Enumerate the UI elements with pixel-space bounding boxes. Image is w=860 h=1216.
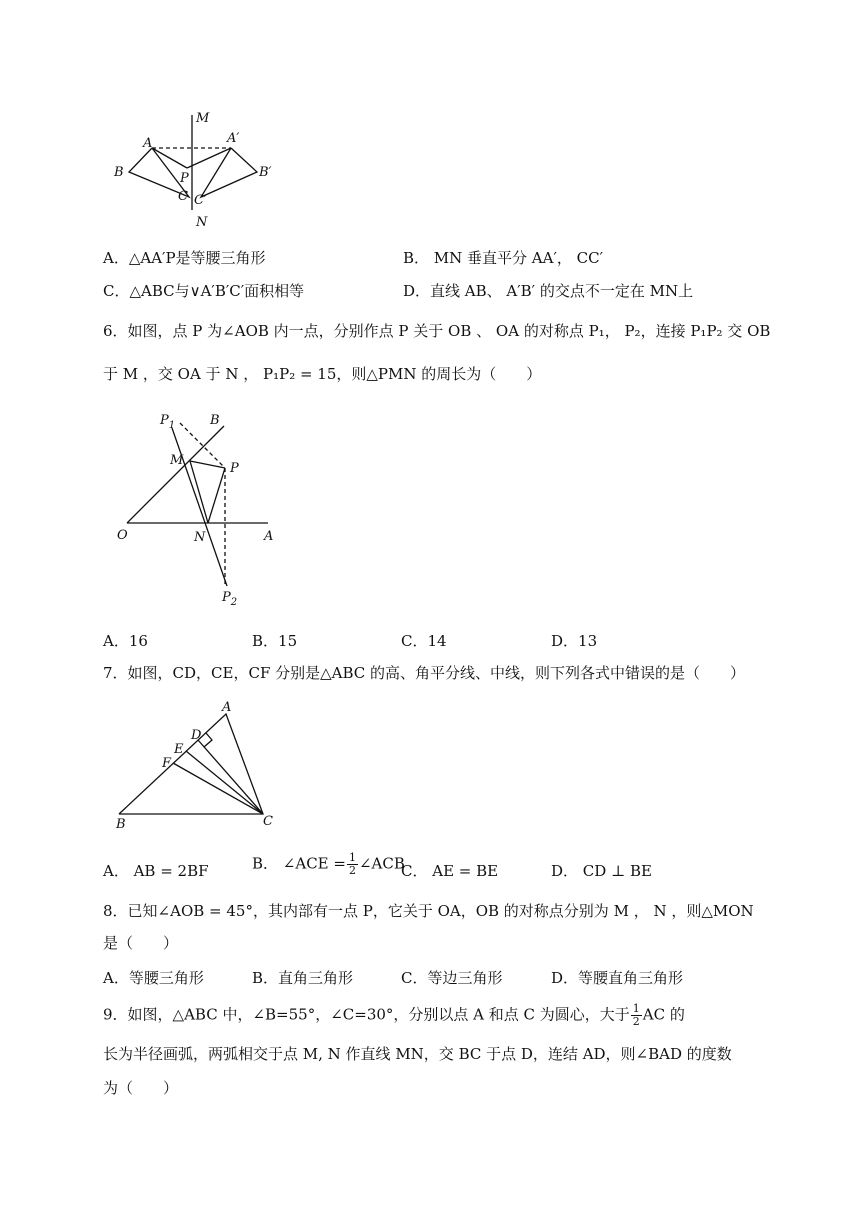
label-d: D (191, 728, 202, 743)
q9-stem-line1: 9．如图，△ABC 中，∠B=55°，∠C=30°，分别以点 A 和点 C 为圆心，大于 $\frac{1}{2}$ AC 的 (103, 1002, 685, 1028)
q8-option-d: D．等腰直角三角形 (551, 969, 684, 987)
label-n: N (194, 530, 206, 545)
label-a: A (264, 529, 274, 544)
q7-option-b: B． ∠ACE = $\frac{1}{2}$ ∠ACB (252, 851, 405, 877)
label-p: P (180, 171, 189, 186)
label-b: B (114, 165, 124, 180)
q8-option-b: B．直角三角形 (252, 969, 354, 987)
label-a-prime: A′ (227, 131, 240, 146)
q8-stem-line1: 8．已知∠AOB = 45°，其内部有一点 P，它关于 OA，OB 的对称点分别为 M ， N ，则△MON (103, 902, 754, 920)
right-angle-mark (204, 733, 212, 747)
q6-option-d: D．13 (551, 632, 598, 650)
label-o: O (117, 528, 128, 543)
segment-cf (173, 763, 263, 814)
dashed-p-p1 (180, 423, 223, 466)
q6-option-c: C．14 (401, 632, 447, 650)
label-c-prime: C′ (194, 193, 207, 208)
q9-stem-line3: 为（ ） (103, 1079, 179, 1097)
label-n: N (196, 215, 208, 230)
label-m: M (196, 111, 210, 126)
label-c: C (178, 189, 188, 204)
label-a: A (222, 700, 232, 715)
label-c: C (263, 814, 273, 829)
label-p: P (230, 461, 239, 476)
label-a: A (143, 136, 153, 151)
figure-q5 (105, 110, 305, 230)
ray-ob (127, 426, 224, 523)
q5-option-c: C．△ABC与∨A′B′C′面积相等 (103, 282, 305, 300)
segment-cd (198, 740, 263, 814)
label-m: M (170, 453, 184, 468)
q8-option-c: C．等边三角形 (401, 969, 503, 987)
label-p2: $P_2$ (222, 590, 238, 608)
q5-option-a: A．△AA′P是等腰三角形 (103, 249, 266, 267)
label-f: F (162, 756, 172, 771)
q7-stem: 7．如图，CD，CE，CF 分别是△ABC 的高、角平分线、中线，则下列各式中错误的是（ ） (103, 664, 746, 682)
q9-stem-line2: 长为半径画弧，两弧相交于点 M, N 作直线 MN，交 BC 于点 D，连结 AD，则∠BAD 的度数 (103, 1045, 732, 1063)
figure-q7 (110, 700, 310, 840)
q5-option-b: B． MN 垂直平分 AA′， CC′ (403, 249, 604, 267)
label-p1: $P_1$ (160, 413, 176, 431)
q6-option-b: B．15 (252, 632, 298, 650)
q8-stem-line2: 是（ ） (103, 934, 179, 952)
figure-q6 (110, 408, 310, 608)
label-b-prime: B′ (259, 165, 272, 180)
q7-option-c: C． AE = BE (401, 862, 499, 880)
q6-option-a: A．16 (103, 632, 148, 650)
q6-stem-line1: 6．如图，点 P 为∠AOB 内一点，分别作点 P 关于 OB 、 OA 的对称点 P₁， P₂，连接 P₁P₂ 交 OB (103, 322, 771, 340)
q7-option-d: D． CD ⊥ BE (551, 862, 652, 880)
q6-stem-line2: 于 M ，交 OA 于 N ， P₁P₂ = 15，则△PMN 的周长为（ ） (103, 365, 542, 383)
label-e: E (174, 742, 184, 757)
label-b: B (210, 413, 220, 428)
q8-option-a: A．等腰三角形 (103, 969, 204, 987)
q7-option-a: A． AB = 2BF (103, 862, 209, 880)
line-p1p2 (172, 428, 227, 586)
q5-option-d: D．直线 AB、 A′B′ 的交点不一定在 MN上 (403, 282, 694, 300)
label-b: B (116, 817, 126, 832)
triangle-abc-prime (201, 148, 257, 197)
